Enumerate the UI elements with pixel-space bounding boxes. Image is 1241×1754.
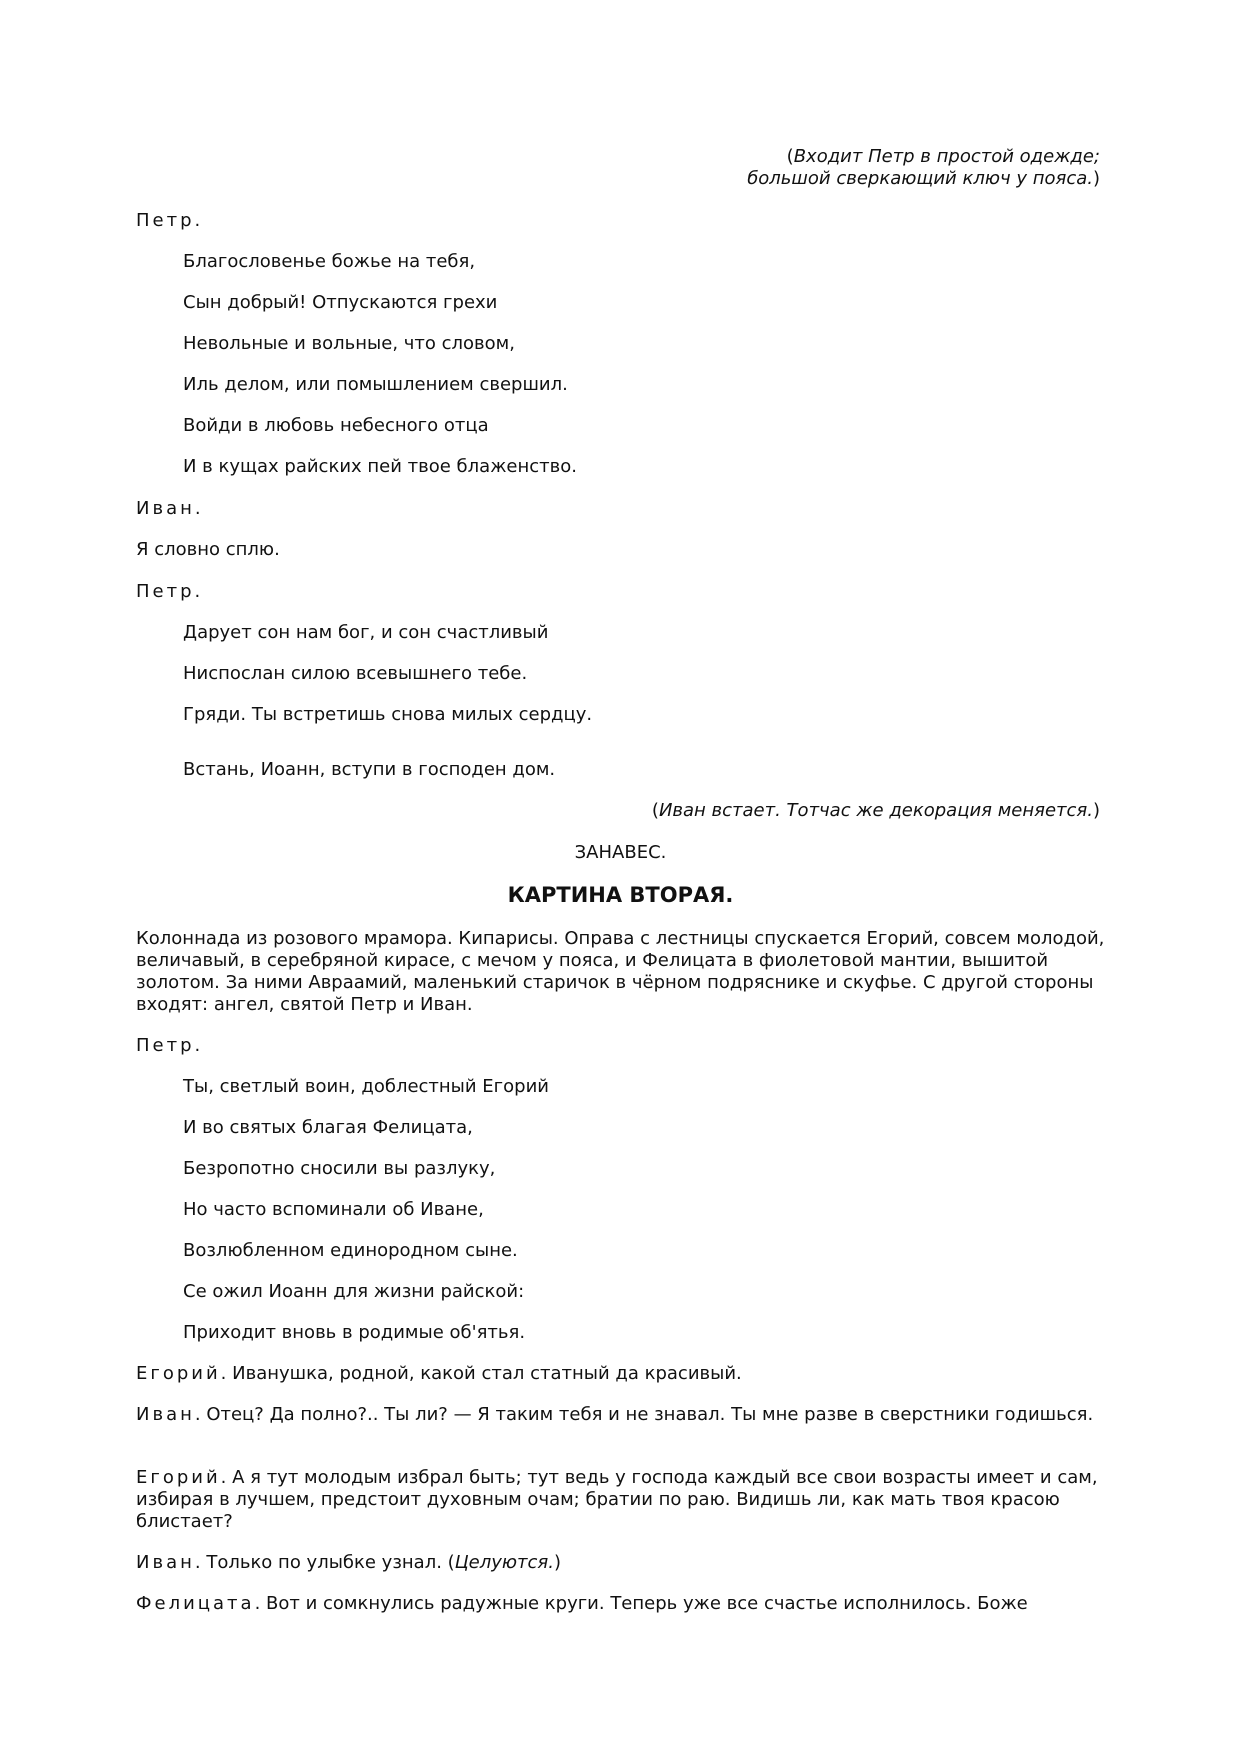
verse-line: Се ожил Иоанн для жизни райской: [183, 1281, 525, 1302]
speaker-name: Егорий [136, 1467, 221, 1488]
speaker-name: Петр. [136, 210, 204, 231]
verse-line: Но часто вспоминали об Иване, [183, 1199, 484, 1220]
stage-direction-italic: большой сверкающий ключ у пояса. [747, 168, 1093, 189]
verse-line: Встань, Иоанн, вступи в господен дом. [183, 759, 556, 780]
verse-line: Гряди. Ты встретишь снова милых сердцу. [183, 704, 593, 725]
dialogue-paragraph: Егорий. Иванушка, родной, какой стал статный да красивый. [136, 1363, 742, 1384]
verse-line: И во святых благая Фелицата, [183, 1117, 473, 1138]
verse-line: Благословенье божье на тебя, [183, 251, 476, 272]
verse-line: И в кущах райских пей твое блаженство. [183, 456, 577, 477]
verse-line: Сын добрый! Отпускаются грехи [183, 292, 498, 313]
dialogue-paragraph: Фелицата. Вот и сомкнулись радужные круги. Теперь уже все счастье исполнилось. Боже [136, 1593, 1028, 1614]
dialogue-paragraph: Иван. Только по улыбке узнал. (Целуются.) [136, 1552, 562, 1573]
verse-line: Возлюбленном единородном сыне. [183, 1240, 518, 1261]
verse-line: Войди в любовь небесного отца [183, 415, 489, 436]
scene-title: КАРТИНА ВТОРАЯ. [507, 883, 734, 907]
stage-direction-italic: Входит Петр в простой одежде; [793, 146, 1100, 167]
dialogue-paragraph: Иван. Отец? Да полно?.. Ты ли? — Я таким тебя и не знавал. Ты мне разве в сверстники годишься. [136, 1404, 1094, 1425]
speaker-name: Петр. [136, 581, 204, 602]
dialogue-paragraph: Егорий. А я тут молодым избрал быть; тут ведь у господа каждый все свои возрасты имеет и сам, избирая в лучшем, предстоит духовным очам; братии по раю. Видишь ли, как мать твоя красою блистает? [136, 1467, 1098, 1532]
speaker-name: Иван. [136, 498, 204, 519]
verse-line: Невольные и вольные, что словом, [183, 333, 515, 354]
stage-direction: большой сверкающий ключ у пояса.) [747, 168, 1100, 189]
speaker-name: Иван [136, 1552, 195, 1573]
verse-line: Приходит вновь в родимые об'ятья. [183, 1322, 526, 1343]
verse-line: Иль делом, или помышлением свершил. [183, 374, 568, 395]
stage-direction: (Иван встает. Тотчас же декорация меняется.) [651, 800, 1100, 821]
speaker-name: Егорий [136, 1363, 221, 1384]
verse-line: Ниспослан силою всевышнего тебе. [183, 663, 528, 684]
stage-direction-italic: Иван встает. Тотчас же декорация меняется. [658, 800, 1093, 821]
dialogue-line: Я словно сплю. [136, 539, 280, 560]
curtain-note: ЗАНАВЕС. [574, 842, 667, 863]
verse-line: Ты, светлый воин, доблестный Егорий [183, 1076, 549, 1097]
speaker-name: Фелицата [136, 1593, 255, 1614]
speaker-name: Петр. [136, 1035, 204, 1056]
verse-line: Дарует сон нам бог, и сон счастливый [183, 622, 549, 643]
verse-line: Безропотно сносили вы разлуку, [183, 1158, 496, 1179]
speaker-name: Иван [136, 1404, 195, 1425]
stage-direction: (Входит Петр в простой одежде; [786, 146, 1100, 167]
scene-description: Колоннада из розового мрамора. Кипарисы. Оправа с лестницы спускается Егорий, совсем молодой, величавый, в серебряной кирасе, с мечом у пояса, и Фелицата в фиолетовой мантии, вышитой золотом. За ними Авраамий, маленький старичок в чёрном подряснике и скуфье. С другой стороны входят: ангел, святой Петр и Иван. [136, 928, 1105, 1015]
